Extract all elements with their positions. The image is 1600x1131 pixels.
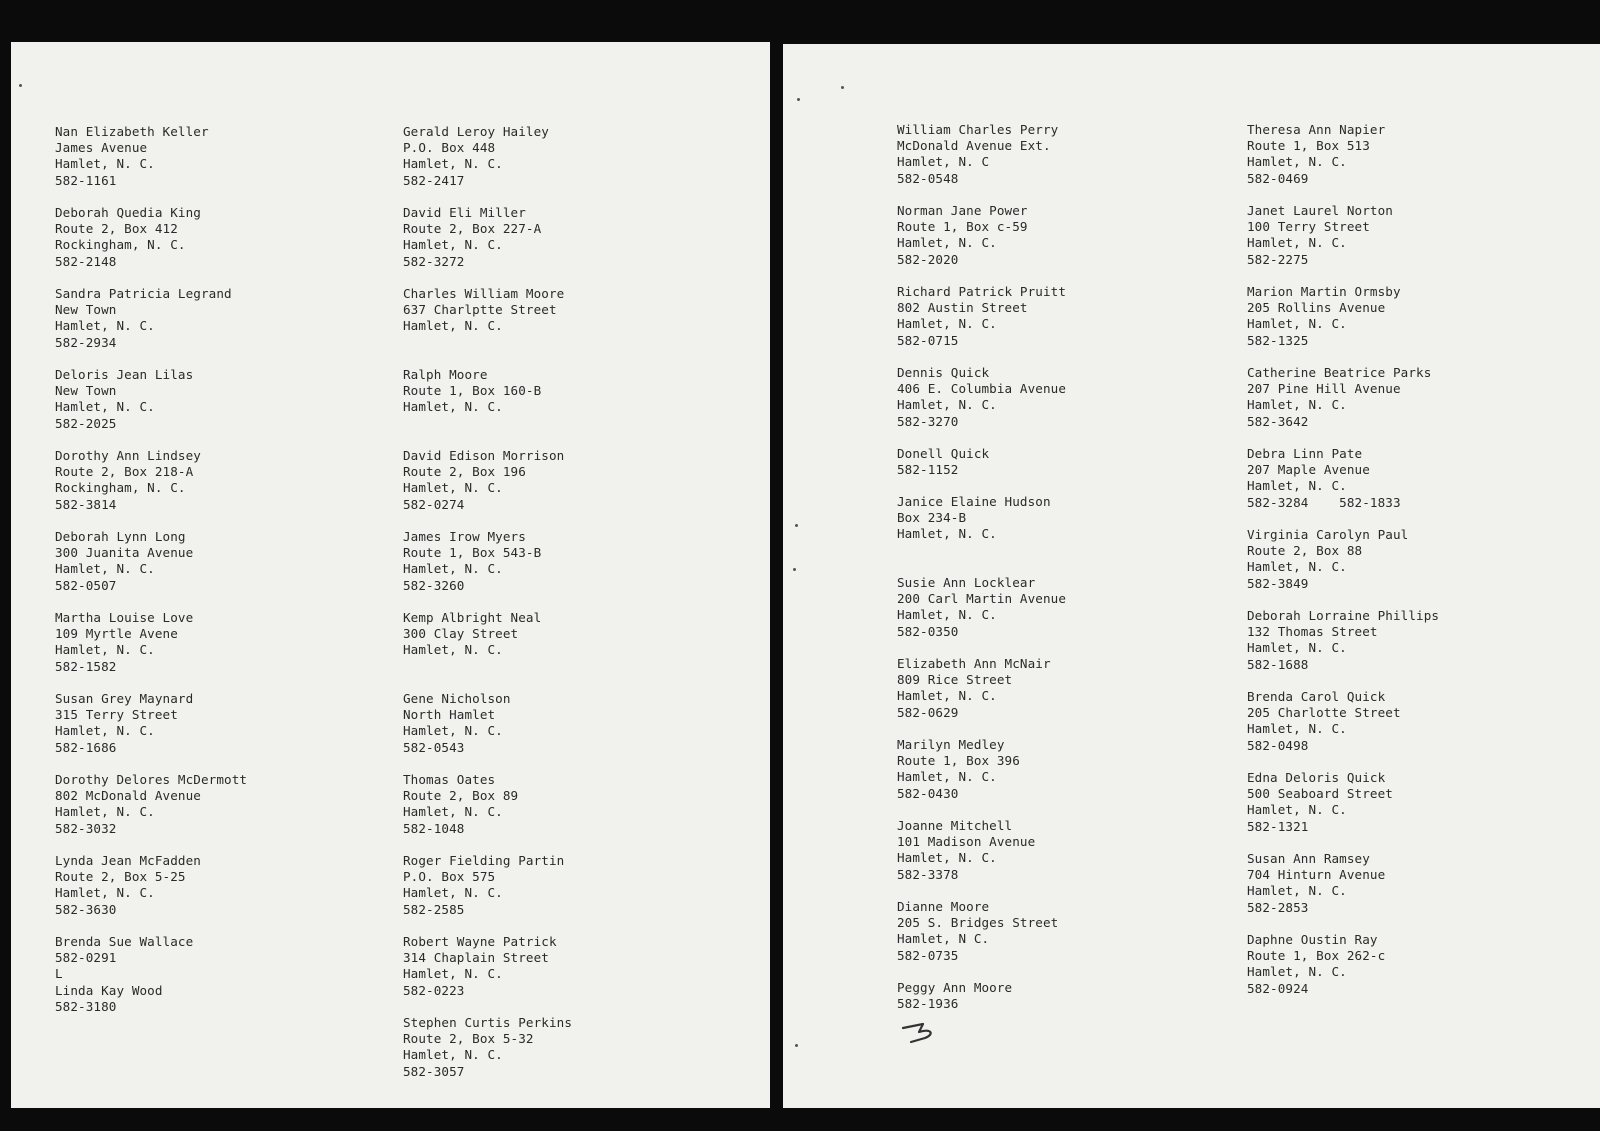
entry-line: Route 2, Box 5-32 bbox=[403, 1031, 534, 1047]
entry-line: 132 Thomas Street bbox=[1247, 624, 1378, 640]
entry-line: Hamlet, N. C. bbox=[403, 885, 503, 901]
entry-line: Hamlet, N. C. bbox=[55, 642, 155, 658]
entry-line: 300 Clay Street bbox=[403, 626, 519, 642]
entry-name: Marion Martin Ormsby bbox=[1247, 284, 1401, 299]
directory-entry bbox=[897, 446, 1066, 494]
entry-name: David Edison Morrison bbox=[403, 448, 565, 463]
entry-name: Ralph Moore bbox=[403, 367, 488, 382]
directory-entry bbox=[403, 448, 572, 529]
directory-entry bbox=[1247, 527, 1439, 608]
entry-name: Peggy Ann Moore bbox=[897, 980, 1013, 995]
entry-line: Hamlet, N. C. bbox=[403, 318, 503, 334]
entry-name: Deborah Lynn Long bbox=[55, 529, 186, 544]
entry-line: 582-3814 bbox=[55, 496, 117, 512]
entry-name: Dorothy Delores McDermott bbox=[55, 772, 248, 787]
entry-line: Hamlet, N. C. bbox=[1247, 316, 1347, 332]
entry-line: New Town bbox=[55, 383, 117, 399]
entry-line: James Avenue bbox=[55, 140, 148, 156]
right-page bbox=[783, 44, 1600, 1108]
directory-entry bbox=[897, 575, 1066, 656]
directory-entry bbox=[403, 934, 572, 1015]
entry-line: P.O. Box 448 bbox=[403, 140, 496, 156]
entry-line: Hamlet, N. C. bbox=[1247, 235, 1347, 251]
entry-name: Gene Nicholson bbox=[403, 691, 511, 706]
entry-line: 802 McDonald Avenue bbox=[55, 788, 201, 804]
entry-line: Hamlet, N. C. bbox=[897, 850, 997, 866]
directory-entry bbox=[403, 205, 572, 286]
scan-speck bbox=[797, 98, 800, 101]
entry-name: Donell Quick bbox=[897, 446, 990, 461]
entry-line: 582-0223 bbox=[403, 982, 465, 998]
directory-entry bbox=[897, 203, 1066, 284]
directory-entry bbox=[1247, 365, 1439, 446]
entry-line: 205 Charlotte Street bbox=[1247, 705, 1401, 721]
entry-line: 582-2853 bbox=[1247, 899, 1309, 915]
directory-entry bbox=[1247, 446, 1439, 527]
entry-name: Catherine Beatrice Parks bbox=[1247, 365, 1432, 380]
entry-line: Route 2, Box 5-25 bbox=[55, 869, 186, 885]
entry-line: Hamlet, N. C. bbox=[1247, 154, 1347, 170]
entry-line: Hamlet, N. C. bbox=[897, 316, 997, 332]
entry-name: Susan Ann Ramsey bbox=[1247, 851, 1370, 866]
entry-line: 582-0735 bbox=[897, 947, 959, 963]
entry-line: 582-3630 bbox=[55, 901, 117, 917]
directory-entry bbox=[55, 853, 247, 934]
entry-line: Hamlet, N. C. bbox=[55, 885, 155, 901]
entry-line: 809 Rice Street bbox=[897, 672, 1013, 688]
entry-line: 207 Pine Hill Avenue bbox=[1247, 381, 1401, 397]
entry-line: 582-1325 bbox=[1247, 332, 1309, 348]
directory-entry bbox=[403, 529, 572, 610]
entry-line: 582-0548 bbox=[897, 170, 959, 186]
directory-entry bbox=[55, 124, 247, 205]
entry-line: Route 2, Box 89 bbox=[403, 788, 519, 804]
entry-name: Sandra Patricia Legrand bbox=[55, 286, 232, 301]
entry-line: Route 2, Box 196 bbox=[403, 464, 526, 480]
entry-line: Hamlet, N. C. bbox=[1247, 802, 1347, 818]
entry-line: 582-2417 bbox=[403, 172, 465, 188]
entry-line: Hamlet, N. C. bbox=[55, 156, 155, 172]
directory-column-2 bbox=[403, 124, 572, 1096]
directory-entry bbox=[403, 853, 572, 934]
entry-name: Susan Grey Maynard bbox=[55, 691, 194, 706]
entry-name: Richard Patrick Pruitt bbox=[897, 284, 1067, 299]
entry-line: Hamlet, N. C. bbox=[403, 561, 503, 577]
entry-line: Hamlet, N. C. bbox=[403, 966, 503, 982]
entry-line: 582-3642 bbox=[1247, 413, 1309, 429]
entry-line: 582-0629 bbox=[897, 704, 959, 720]
entry-line: 582-1582 bbox=[55, 658, 117, 674]
entry-line: Hamlet, N. C. bbox=[1247, 640, 1347, 656]
directory-entry bbox=[897, 365, 1066, 446]
entry-line: 300 Juanita Avenue bbox=[55, 545, 194, 561]
scan-speck bbox=[841, 86, 844, 89]
entry-line: Hamlet, N. C. bbox=[897, 397, 997, 413]
directory-entry bbox=[403, 691, 572, 772]
entry-line: 582-1161 bbox=[55, 172, 117, 188]
entry-line: Hamlet, N C. bbox=[897, 931, 990, 947]
directory-entry bbox=[403, 367, 572, 448]
entry-name: Nan Elizabeth Keller bbox=[55, 124, 209, 139]
entry-line: 101 Madison Avenue bbox=[897, 834, 1036, 850]
entry-line: 500 Seaboard Street bbox=[1247, 786, 1393, 802]
entry-line: 637 Charlptte Street bbox=[403, 302, 557, 318]
entry-line: Hamlet, N. C. bbox=[1247, 964, 1347, 980]
entry-line: Route 1, Box 513 bbox=[1247, 138, 1370, 154]
entry-name: Debra Linn Pate bbox=[1247, 446, 1363, 461]
directory-entry bbox=[897, 737, 1066, 818]
entry-line: 582-1321 bbox=[1247, 818, 1309, 834]
entry-name: Stephen Curtis Perkins bbox=[403, 1015, 573, 1030]
entry-line: Hamlet, N. C bbox=[897, 154, 990, 170]
entry-line: 582-1048 bbox=[403, 820, 465, 836]
entry-line: P.O. Box 575 bbox=[403, 869, 496, 885]
entry-line: Hamlet, N. C. bbox=[897, 526, 997, 542]
entry-line: Hamlet, N. C. bbox=[897, 688, 997, 704]
entry-line: 200 Carl Martin Avenue bbox=[897, 591, 1067, 607]
directory-column-4 bbox=[1247, 122, 1439, 1013]
entry-line: 314 Chaplain Street bbox=[403, 950, 549, 966]
directory-entry bbox=[55, 610, 247, 691]
entry-line: Linda Kay Wood bbox=[55, 982, 163, 998]
entry-line: 582-2585 bbox=[403, 901, 465, 917]
entry-line: 582-3849 bbox=[1247, 575, 1309, 591]
handwritten-mark bbox=[901, 1020, 941, 1046]
entry-name: Janice Elaine Hudson bbox=[897, 494, 1051, 509]
entry-line: Hamlet, N. C. bbox=[55, 723, 155, 739]
entry-name: Janet Laurel Norton bbox=[1247, 203, 1393, 218]
entry-line: 205 S. Bridges Street bbox=[897, 915, 1059, 931]
entry-line: 582-3260 bbox=[403, 577, 465, 593]
entry-name: Brenda Sue Wallace bbox=[55, 934, 194, 949]
entry-line: Hamlet, N. C. bbox=[403, 237, 503, 253]
left-page bbox=[11, 42, 770, 1108]
scan-speck bbox=[19, 84, 22, 87]
directory-entry bbox=[897, 284, 1066, 365]
entry-line: 582-0469 bbox=[1247, 170, 1309, 186]
entry-line: Hamlet, N. C. bbox=[403, 399, 503, 415]
entry-line: Route 2, Box 227-A bbox=[403, 221, 542, 237]
entry-line: 582-3378 bbox=[897, 866, 959, 882]
directory-entry bbox=[403, 124, 572, 205]
directory-entry bbox=[897, 122, 1066, 203]
entry-line: Hamlet, N. C. bbox=[55, 561, 155, 577]
directory-entry bbox=[1247, 203, 1439, 284]
directory-entry bbox=[55, 367, 247, 448]
entry-name: Martha Louise Love bbox=[55, 610, 194, 625]
entry-name: Joanne Mitchell bbox=[897, 818, 1013, 833]
entry-name: Dianne Moore bbox=[897, 899, 990, 914]
entry-line: Route 1, Box 543-B bbox=[403, 545, 542, 561]
directory-entry bbox=[403, 286, 572, 367]
entry-line: Hamlet, N. C. bbox=[897, 235, 997, 251]
entry-line: Hamlet, N. C. bbox=[55, 399, 155, 415]
entry-line: Hamlet, N. C. bbox=[1247, 883, 1347, 899]
entry-line: 582-2020 bbox=[897, 251, 959, 267]
entry-name: Roger Fielding Partin bbox=[403, 853, 565, 868]
entry-line: North Hamlet bbox=[403, 707, 496, 723]
entry-name: Edna Deloris Quick bbox=[1247, 770, 1386, 785]
directory-entry bbox=[1247, 284, 1439, 365]
directory-column-3 bbox=[897, 122, 1066, 1028]
entry-line: Route 1, Box 262-c bbox=[1247, 948, 1386, 964]
entry-name: Gerald Leroy Hailey bbox=[403, 124, 549, 139]
entry-name: William Charles Perry bbox=[897, 122, 1059, 137]
entry-name: Daphne Oustin Ray bbox=[1247, 932, 1378, 947]
entry-line: 582-3270 bbox=[897, 413, 959, 429]
entry-line: 582-0924 bbox=[1247, 980, 1309, 996]
entry-name: Deborah Quedia King bbox=[55, 205, 201, 220]
directory-entry bbox=[55, 529, 247, 610]
entry-name: Elizabeth Ann McNair bbox=[897, 656, 1051, 671]
entry-line: McDonald Avenue Ext. bbox=[897, 138, 1051, 154]
entry-line: Hamlet, N. C. bbox=[55, 318, 155, 334]
entry-line: Route 2, Box 218-A bbox=[55, 464, 194, 480]
entry-line: 207 Maple Avenue bbox=[1247, 462, 1370, 478]
entry-line: Box 234-B bbox=[897, 510, 967, 526]
entry-line: 315 Terry Street bbox=[55, 707, 178, 723]
directory-entry bbox=[1247, 689, 1439, 770]
entry-name: Dorothy Ann Lindsey bbox=[55, 448, 201, 463]
entry-line: 582-0430 bbox=[897, 785, 959, 801]
directory-entry bbox=[897, 899, 1066, 980]
entry-name: Norman Jane Power bbox=[897, 203, 1028, 218]
directory-entry bbox=[403, 610, 572, 691]
entry-line: 582-0507 bbox=[55, 577, 117, 593]
entry-name: Marilyn Medley bbox=[897, 737, 1005, 752]
entry-line: 205 Rollins Avenue bbox=[1247, 300, 1386, 316]
entry-line: 582-0715 bbox=[897, 332, 959, 348]
entry-line: Hamlet, N. C. bbox=[403, 1047, 503, 1063]
entry-line: 582-2025 bbox=[55, 415, 117, 431]
entry-name: Deborah Lorraine Phillips bbox=[1247, 608, 1440, 623]
directory-entry bbox=[1247, 122, 1439, 203]
directory-entry bbox=[55, 934, 247, 1015]
entry-name: Dennis Quick bbox=[897, 365, 990, 380]
entry-line: Route 1, Box c-59 bbox=[897, 219, 1028, 235]
directory-entry bbox=[403, 772, 572, 853]
entry-line: 582-3180 bbox=[55, 998, 117, 1014]
entry-line: 582-1688 bbox=[1247, 656, 1309, 672]
entry-line: Hamlet, N. C. bbox=[1247, 559, 1347, 575]
entry-line: L bbox=[55, 966, 63, 982]
entry-line: New Town bbox=[55, 302, 117, 318]
entry-name: Kemp Albright Neal bbox=[403, 610, 542, 625]
entry-line: Hamlet, N. C. bbox=[403, 156, 503, 172]
entry-line: Hamlet, N. C. bbox=[403, 804, 503, 820]
entry-line: Route 2, Box 88 bbox=[1247, 543, 1363, 559]
entry-name: Deloris Jean Lilas bbox=[55, 367, 194, 382]
scan-speck bbox=[795, 524, 798, 527]
directory-entry bbox=[1247, 932, 1439, 1013]
directory-entry bbox=[1247, 770, 1439, 851]
entry-line: Route 1, Box 160-B bbox=[403, 383, 542, 399]
entry-line: Hamlet, N. C. bbox=[1247, 478, 1347, 494]
entry-line: 704 Hinturn Avenue bbox=[1247, 867, 1386, 883]
entry-name: Virginia Carolyn Paul bbox=[1247, 527, 1409, 542]
entry-line: Hamlet, N. C. bbox=[403, 642, 503, 658]
entry-name: Robert Wayne Patrick bbox=[403, 934, 557, 949]
entry-line: 582-1152 bbox=[897, 462, 959, 478]
directory-column-1 bbox=[55, 124, 247, 1015]
entry-line: 100 Terry Street bbox=[1247, 219, 1370, 235]
entry-line: 582-3272 bbox=[403, 253, 465, 269]
entry-line: 406 E. Columbia Avenue bbox=[897, 381, 1067, 397]
entry-line: Hamlet, N. C. bbox=[897, 769, 997, 785]
directory-entry bbox=[55, 772, 247, 853]
directory-entry bbox=[55, 286, 247, 367]
entry-line: 582-1686 bbox=[55, 739, 117, 755]
directory-entry bbox=[1247, 608, 1439, 689]
directory-entry bbox=[403, 1015, 572, 1096]
directory-entry bbox=[897, 494, 1066, 575]
entry-line: 582-0274 bbox=[403, 496, 465, 512]
entry-line: 582-0350 bbox=[897, 623, 959, 639]
scan-speck bbox=[793, 568, 796, 571]
entry-line: Hamlet, N. C. bbox=[1247, 397, 1347, 413]
entry-name: Susie Ann Locklear bbox=[897, 575, 1036, 590]
entry-line: 582-3057 bbox=[403, 1063, 465, 1079]
entry-line: 582-1936 bbox=[897, 996, 959, 1012]
entry-line: 109 Myrtle Avene bbox=[55, 626, 178, 642]
entry-line: 802 Austin Street bbox=[897, 300, 1028, 316]
entry-line: 582-0543 bbox=[403, 739, 465, 755]
entry-line: Route 1, Box 396 bbox=[897, 753, 1020, 769]
directory-entry bbox=[55, 691, 247, 772]
entry-line: Hamlet, N. C. bbox=[897, 607, 997, 623]
entry-name: Brenda Carol Quick bbox=[1247, 689, 1386, 704]
directory-entry bbox=[897, 818, 1066, 899]
entry-line: 582-2148 bbox=[55, 253, 117, 269]
entry-line: Rockingham, N. C. bbox=[55, 237, 186, 253]
entry-line: 582-3032 bbox=[55, 820, 117, 836]
entry-line: 582-2934 bbox=[55, 334, 117, 350]
scan-speck bbox=[795, 1044, 798, 1047]
directory-entry bbox=[55, 205, 247, 286]
entry-name: Thomas Oates bbox=[403, 772, 496, 787]
directory-entry bbox=[1247, 851, 1439, 932]
entry-line: 582-0498 bbox=[1247, 737, 1309, 753]
entry-line: Hamlet, N. C. bbox=[55, 804, 155, 820]
directory-entry bbox=[897, 656, 1066, 737]
entry-line: Hamlet, N. C. bbox=[1247, 721, 1347, 737]
entry-line: 582-0291 bbox=[55, 950, 117, 966]
entry-line: Rockingham, N. C. bbox=[55, 480, 186, 496]
entry-line: Route 2, Box 412 bbox=[55, 221, 178, 237]
entry-name: Charles William Moore bbox=[403, 286, 565, 301]
entry-line: 582-3284 582-1833 bbox=[1247, 494, 1401, 510]
entry-name: Theresa Ann Napier bbox=[1247, 122, 1386, 137]
entry-line: Hamlet, N. C. bbox=[403, 723, 503, 739]
directory-entry bbox=[55, 448, 247, 529]
entry-line: 582-2275 bbox=[1247, 251, 1309, 267]
entry-line: Hamlet, N. C. bbox=[403, 480, 503, 496]
entry-name: Lynda Jean McFadden bbox=[55, 853, 201, 868]
entry-name: James Irow Myers bbox=[403, 529, 526, 544]
entry-name: David Eli Miller bbox=[403, 205, 526, 220]
